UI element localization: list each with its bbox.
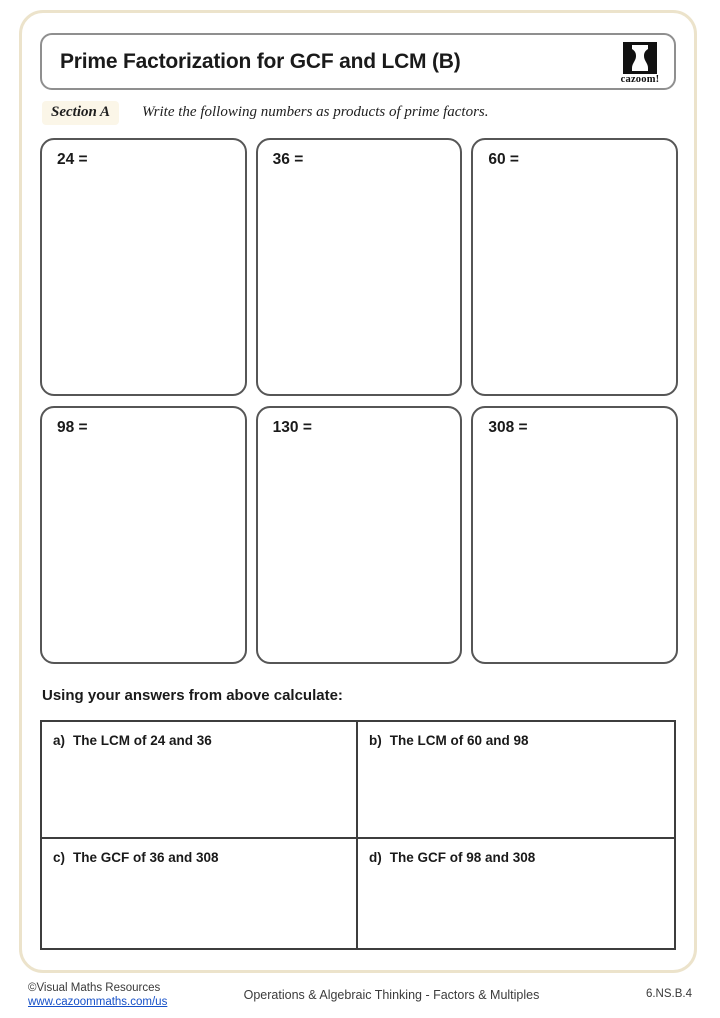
cell-letter: c) — [53, 850, 66, 865]
website-link[interactable]: www.cazoommaths.com/us — [28, 996, 168, 1008]
cell-text: The GCF of 98 and 308 — [389, 850, 536, 865]
section-a-label: Section A — [42, 101, 119, 125]
section-a-row — [42, 101, 642, 127]
footer-topic: Operations & Algebraic Thinking - Factors & Multiples — [243, 988, 540, 1002]
cell-text: The GCF of 36 and 308 — [73, 850, 219, 865]
copyright-text: ©Visual Maths Resources — [28, 982, 161, 994]
calc-cell-d — [358, 839, 674, 948]
calc-cell-a — [42, 722, 358, 839]
title-bar — [40, 33, 676, 90]
cazoom-logo — [614, 42, 666, 86]
factor-box-60 — [471, 138, 678, 396]
calc-cell-b — [358, 722, 674, 839]
cell-text: The LCM of 24 and 36 — [73, 733, 212, 748]
calculate-heading: Using your answers from above calculate: — [42, 687, 343, 704]
cell-text: The LCM of 60 and 98 — [389, 733, 529, 748]
calculate-table — [40, 720, 676, 950]
factor-box-98 — [40, 406, 247, 664]
cell-letter: b) — [369, 733, 382, 748]
calc-cell-c — [42, 839, 358, 948]
factor-boxes-grid — [40, 138, 678, 664]
factor-box-36 — [256, 138, 463, 396]
factor-box-label: 24 = — [57, 151, 88, 168]
cell-letter: a) — [53, 733, 66, 748]
factor-box-label: 60 = — [488, 151, 519, 168]
cell-letter: d) — [369, 850, 382, 865]
factor-box-label: 130 = — [272, 419, 312, 436]
footer-credits — [28, 981, 213, 1009]
standard-code: 6.NS.B.4 — [645, 988, 692, 1000]
page-footer — [28, 981, 692, 1009]
factor-box-label: 98 = — [57, 419, 88, 436]
factor-box-130 — [256, 406, 463, 664]
factor-box-label: 308 = — [488, 419, 528, 436]
factor-box-24 — [40, 138, 247, 396]
cazoom-logo-text: cazoom! — [620, 74, 660, 85]
factor-box-label: 36 = — [272, 151, 304, 168]
factor-box-308 — [471, 406, 678, 664]
page-title: Prime Factorization for GCF and LCM (B) — [60, 49, 461, 73]
section-a-instruction: Write the following numbers as products of prime factors. — [142, 104, 489, 120]
